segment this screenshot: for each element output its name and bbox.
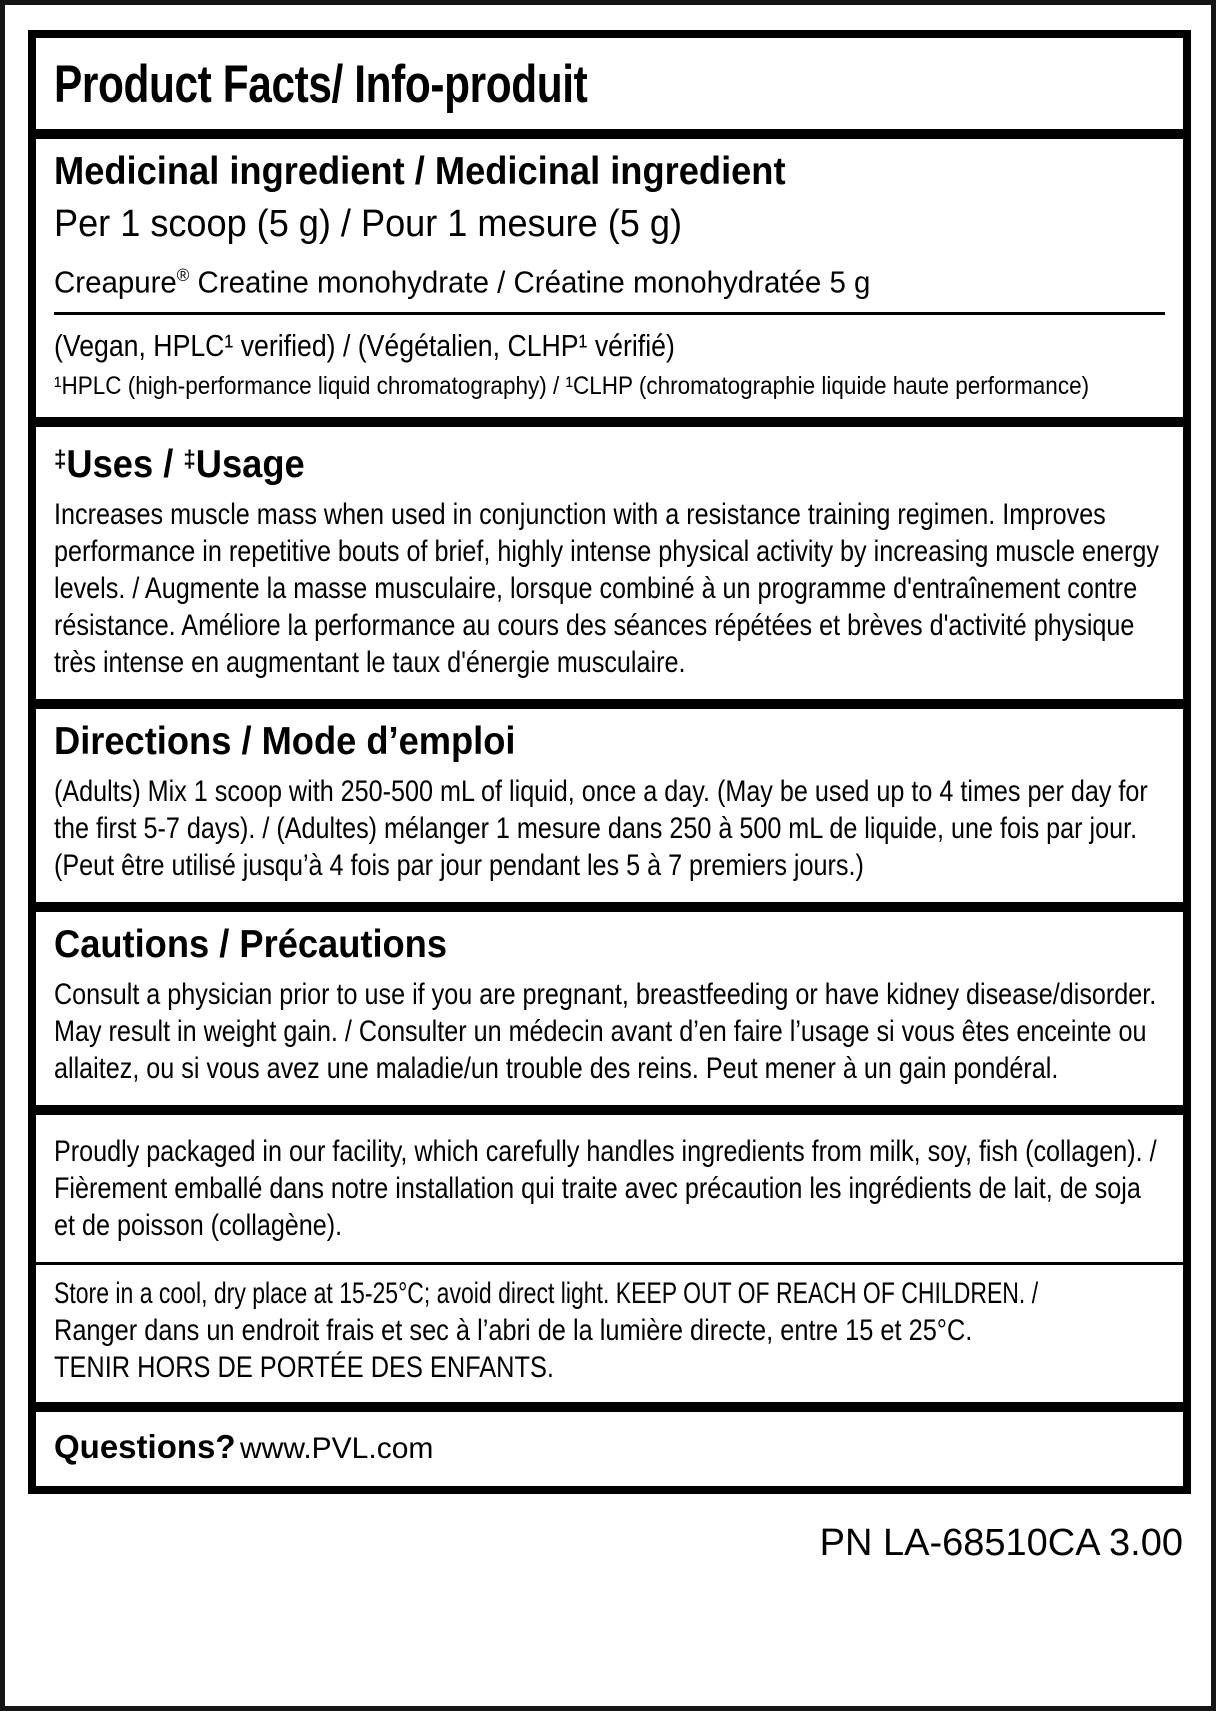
uses-heading-en: Uses / [66, 443, 184, 487]
double-dagger-icon: ‡ [54, 446, 67, 474]
section-medicinal [36, 129, 1183, 417]
cautions-heading: Cautions / Précautions [54, 923, 448, 967]
ingredient-rest: Creatine monohydrate / Créatine monohydratée 5 g [189, 264, 871, 300]
storage-line-1: Store in a cool, dry place at 15-25°C; avoid direct light. KEEP OUT OF REACH OF CHILDREN. / [54, 1277, 1039, 1311]
uses-heading-fr: Usage [195, 443, 305, 487]
allergen-body: Proudly packaged in our facility, which carefully handles ingredients from milk, soy, fish (collagen). / Fièrement emballé dans notre installation qui traite avec précaution les ingrédients de lait, de soja et de poisson (collagène). [54, 1135, 1157, 1243]
title-section [36, 38, 1183, 129]
section-questions [36, 1402, 1183, 1486]
questions-url: www.PVL.com [239, 1432, 434, 1466]
directions-heading: Directions / Mode d’emploi [54, 720, 516, 764]
section-storage [36, 1262, 1183, 1402]
serving-size: Per 1 scoop (5 g) / Pour 1 mesure (5 g) [54, 203, 683, 245]
double-dagger-icon: ‡ [183, 446, 196, 474]
vegan-verified-line: (Vegan, HPLC¹ verified) / (Végétalien, CLHP¹ vérifié) [54, 328, 675, 364]
section-cautions [36, 902, 1183, 1105]
page-title: Product Facts/ Info-produit [54, 55, 588, 114]
questions-label: Questions? [54, 1428, 236, 1466]
section-directions [36, 699, 1183, 902]
ingredient-name: Creapure [54, 264, 177, 300]
medicinal-heading: Medicinal ingredient / Medicinal ingredient [54, 150, 786, 193]
cautions-body: Consult a physician prior to use if you are pregnant, breastfeeding or have kidney disease/disorder. May result in weight gain. / Consulter un médecin avant d’en faire l’usage si vous êtes enceinte ou allaitez, ou si vous avez une maladie/un trouble des reins. Peut mener à un gain pondéral. [54, 978, 1157, 1086]
storage-line-3: TENIR HORS DE PORTÉE DES ENFANTS. [54, 1351, 554, 1385]
ingredient-line [54, 255, 1165, 302]
thin-divider [54, 312, 1165, 315]
section-allergen [36, 1105, 1183, 1262]
storage-line-2: Ranger dans un endroit frais et sec à l’abri de la lumière directe, entre 15 et 25°C. [54, 1314, 973, 1348]
registered-trademark-icon: ® [176, 265, 190, 285]
directions-body: (Adults) Mix 1 scoop with 250-500 mL of liquid, once a day. (May be used up to 4 times per day for the first 5-7 days). / (Adultes) mélanger 1 mesure dans 250 à 500 mL de liquide, une fois par jour. (Peut être utilisé jusqu’à 4 fois par jour pendant les 5 à 7 premiers jours.) [54, 775, 1148, 883]
hplc-footnote: ¹HPLC (high-performance liquid chromatography) / ¹CLHP (chromatographie liquide haute performance) [54, 372, 1090, 401]
product-facts-panel [28, 30, 1191, 1494]
uses-body: Increases muscle mass when used in conjunction with a resistance training regimen. Improves performance in repetitive bouts of brief, highly intense physical activity by increasing muscle energy levels. / Augmente la masse musculaire, lorsque combiné à un programme d'entraînement contre résistance. Améliore la performance au cours des séances répétées et brèves d'activité physique très intense en augmentant le taux d'énergie musculaire. [54, 498, 1159, 680]
section-uses [36, 417, 1183, 699]
uses-heading [54, 437, 1165, 488]
part-number: PN LA-68510CA 3.00 [819, 1522, 1183, 1565]
